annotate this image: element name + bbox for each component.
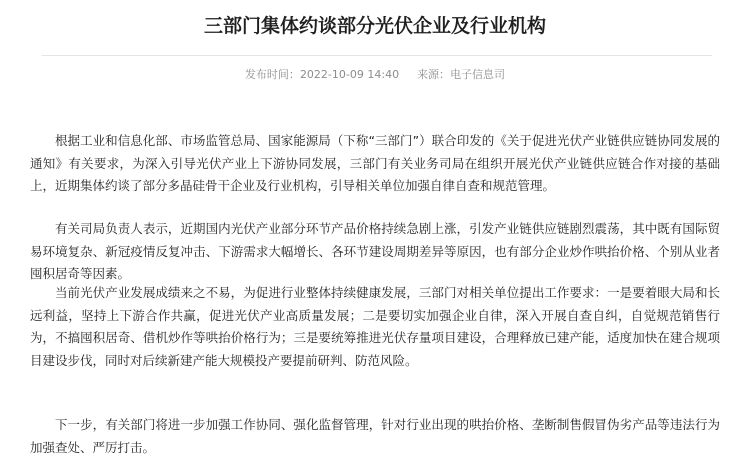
article-meta xyxy=(0,66,750,84)
paragraph-2: 有关司局负责人表示，近期国内光伏产业部分环节产品价格持续急剧上涨，引发产业链供应链剧烈震荡，其中既有国际贸易环境复杂、新冠疫情反复冲击、下游需求大幅增长、各环节建设周期差异等原因，也有部分企业炒作哄抬价格、个别从业者囤积居奇等因素。 xyxy=(30,221,720,282)
title-divider xyxy=(42,55,712,56)
article-title: 三部门集体约谈部分光伏企业及行业机构 xyxy=(203,15,546,37)
source-label: 来源： xyxy=(417,68,451,81)
source-name: 电子信息司 xyxy=(450,68,506,81)
published-time: 2022-10-09 14:40 xyxy=(299,68,400,81)
paragraph-4: 下一步，有关部门将进一步加强工作协同、强化监督管理，针对行业出现的哄抬价格、垄断制售假冒伪劣产品等违法行为加强查处、严厉打击。 xyxy=(30,417,720,455)
paragraph-3: 当前光伏产业发展成绩来之不易，为促进行业整体持续健康发展，三部门对相关单位提出工作要求：一是要着眼大局和长远利益，坚持上下游合作共赢，促进光伏产业高质量发展；二是要切实加强企业自律，深入开展自查自纠，自觉规范销售行为，不搞囤积居奇、借机炒作等哄抬价格行为；三是要统筹推进光伏存量项目建设，合理释放已建产能，适度加快在建合规项目建设步伐，同时对后续新建产能大规模投产要提前研判、防范风险。 xyxy=(30,285,720,368)
paragraph-1: 根据工业和信息化部、市场监管总局、国家能源局（下称“三部门”）联合印发的《关于促进光伏产业链供应链协同发展的通知》有关要求，为深入引导光伏产业上下游协同发展，三部门有关业务司局在组织开展光伏产业链供应链合作对接的基础上，近期集体约谈了部分多晶硅骨干企业及行业机构，引导相关单位加强自律自查和规范管理。 xyxy=(30,133,720,194)
published-label: 发布时间： xyxy=(244,68,300,81)
